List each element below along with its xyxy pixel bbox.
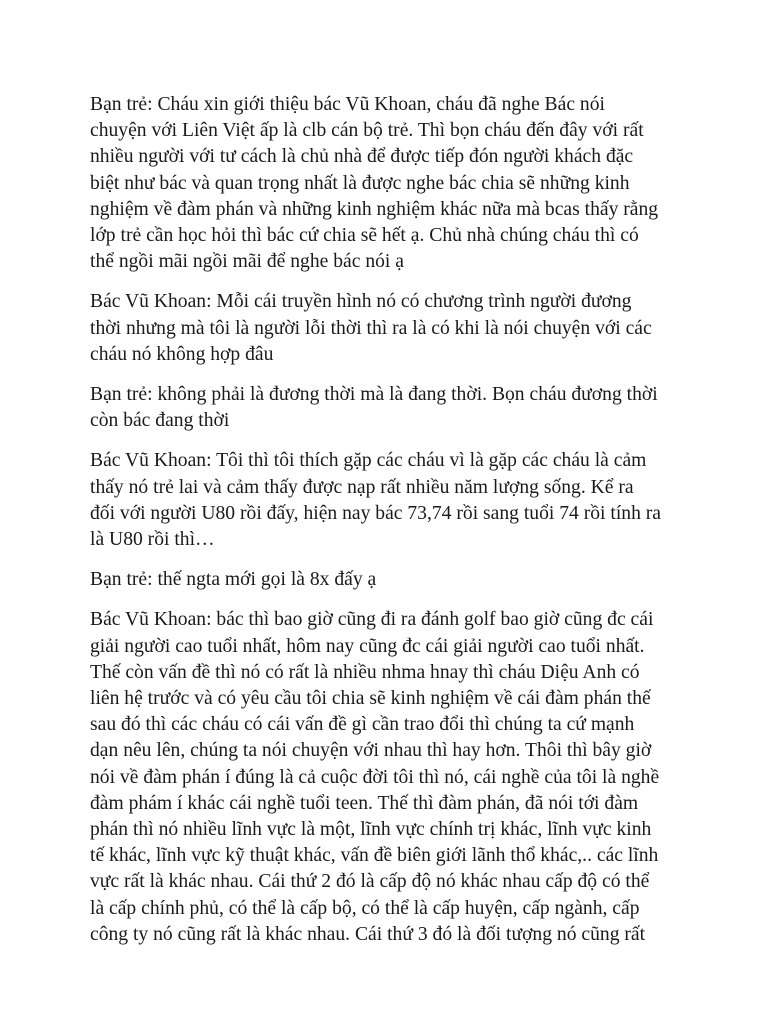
document-body <box>90 92 690 962</box>
paragraph-5: Bạn trẻ: thế ngta mới gọi là 8x đấy ạ <box>90 569 377 591</box>
paragraph-4: Bác Vũ Khoan: Tôi thì tôi thích gặp các cháu vì là gặp các cháu là cảm thấy nó trẻ lai và cảm thấy được nạp rất nhiều năm lượng sống. Kể ra đối với người U80 rồi đấy, hiện nay bác 73,74 rồi sang tuổi 74 rồi tính ra là U80 rồi thì… <box>90 450 661 551</box>
paragraph-3: Bạn trẻ: không phải là đương thời mà là đang thời. Bọn cháu đương thời còn bác đang thời <box>90 384 658 432</box>
paragraph-6: Bác Vũ Khoan: bác thì bao giờ cũng đi ra đánh golf bao giờ cũng đc cái giải người cao tuổi nhất, hôm nay cũng đc cái giải người cao tuổi nhất. Thế còn vấn đề thì nó có rất là nhiều nhma hnay thì cháu Diệu Anh có liên hệ trước và có yêu cầu tôi chia sẽ kinh nghiệm về cái đàm phán thế sau đó thì các cháu có cái vấn đề gì cần trao đổi thì chúng ta cứ mạnh dạn nêu lên, chúng ta nói chuyện với nhau thì hay hơn. Thôi thì bây giờ nói về đàm phán í đúng là cả cuộc đời tôi thì nó, cái nghề của tôi là nghề đàm phám í khác cái nghề tuổi teen. Thế thì đàm phán, đã nói tới đàm phán thì nó nhiều lĩnh vực là một, lĩnh vực chính trị khác, lĩnh vực kinh tế khác, lĩnh vực kỹ thuật khác, vấn đề biên giới lãnh thổ khác,.. các lĩnh vực rất là khác nhau. Cái thứ 2 đó là cấp độ nó khác nhau cấp độ có thể là cấp chính phủ, có thể là cấp bộ, có thể là cấp huyện, cấp ngành, cấp công ty nó cũng rất là khác nhau. Cái thứ 3 đó là đối tượng nó cũng rất <box>90 609 660 945</box>
paragraph-1: Bạn trẻ: Cháu xin giới thiệu bác Vũ Khoan, cháu đã nghe Bác nói chuyện với Liên Việt ấp là clb cán bộ trẻ. Thì bọn cháu đến đây với rất nhiều người với tư cách là chủ nhà để được tiếp đón người khách đặc biệt như bác và quan trọng nhất là được nghe bác chia sẽ những kinh nghiệm về đàm phán và những kinh nghiệm khác nữa mà bcas thấy rằng lớp trẻ cần học hỏi thì bác cứ chia sẽ hết ạ. Chủ nhà chúng cháu thì có thể ngồi mãi ngồi mãi để nghe bác nói ạ <box>90 94 659 273</box>
paragraph-2: Bác Vũ Khoan: Mỗi cái truyền hình nó có chương trình người đương thời nhưng mà tôi là người lỗi thời thì ra là có khi là nói chuyện với các cháu nó không hợp đâu <box>90 291 652 365</box>
